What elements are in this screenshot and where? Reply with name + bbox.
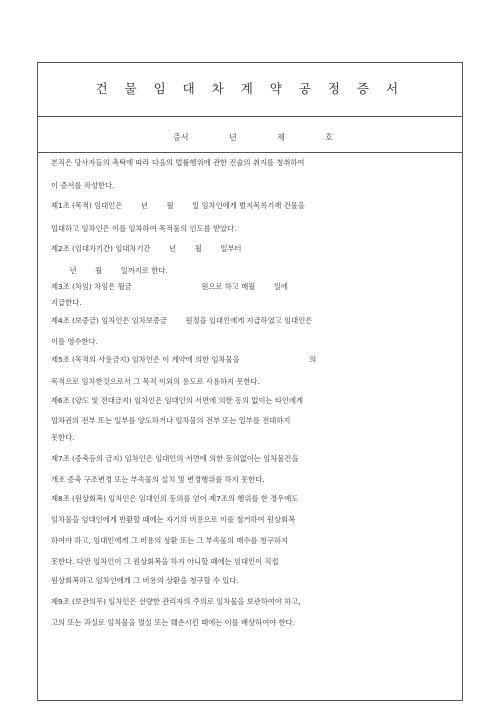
- body-line: 제8조 (원상회복) 임차인은 임대인의 동의를 얻어 제7조의 행위를 한 경우에도: [51, 494, 299, 503]
- certificate-ho: 호: [325, 133, 333, 142]
- body-line: 원상회복하고 임차인에게 그 비용의 상환을 청구할 수 있다.: [51, 576, 239, 585]
- title-divider: [37, 116, 463, 117]
- body-line: 이를 영수한다.: [51, 337, 98, 346]
- body-line: 고의 또는 과실로 임차물을 멸실 또는 훼손시킨 때에는 이를 배상하여야 한다.: [51, 618, 296, 627]
- body-line: 못한다.: [51, 433, 75, 442]
- body-line: 하여야 하고, 임대인에게 그 비용의 상환 또는 그 부속물의 매수를 청구하지: [51, 536, 288, 545]
- body-line: 임차권의 전부 또는 일부를 양도하거나 임차물의 전부 또는 일부를 전대하지: [51, 416, 291, 425]
- certificate-year: 년: [229, 133, 237, 142]
- body-line: 지급한다.: [51, 298, 82, 307]
- body-line: 제5조 (목적의 사용금지) 임차인은 이 계약에 의한 임차물을 의: [51, 355, 317, 364]
- body-line: 제2조 (임대차기간) 임대차기간 년 월 일부터: [51, 244, 242, 253]
- certificate-divider: [37, 152, 463, 153]
- body-line: 년 월 일까지로 한다.: [51, 266, 168, 275]
- body-line: 제6조 (양도 및 전대금지) 임차인은 임대인의 서면에 의한 동의 없이는 타인에게: [51, 396, 304, 405]
- body-line: 제9조 (보관의무) 임차인은 선량한 관리자의 주의로 임차물을 보관하여야 하고,: [51, 597, 301, 606]
- body-line: 목적으로 임차한것으로서 그 목적 이외의 용도로 사용하지 못한다.: [51, 377, 260, 386]
- body-line: 개조 증축 구조변경 또는 부속물의 설치 및 변경행위를 하지 못한다.: [51, 475, 265, 484]
- body-line: 임대하고 임차인은 이를 임차하여 목적물의 인도를 받았다.: [51, 224, 237, 233]
- body-line: 제7조 (증축등의 금지) 임차인은 임대인의 서면에 의한 동의없이는 임차물건을: [51, 454, 299, 463]
- body-line: 제4조 (보증금) 임차인은 임차보증금 원정을 임대인에게 지급하였고 임대인은: [51, 316, 313, 325]
- certificate-number: 제: [277, 133, 285, 142]
- certificate-label: 증서: [173, 133, 189, 142]
- body-line: 제1조 (목적) 임대인은 년 월 일 임차인에게 별지목록기재 건물을: [51, 201, 305, 210]
- body-line: 못한다. 다만 임차인이 그 원상회복을 하지 아니할 때에는 임대인이 직접: [51, 557, 279, 566]
- body-line: 임차물을 임대인에게 반환할 때에는 자기의 비용으로 이를 철거하여 원상회복: [51, 515, 296, 524]
- body-line: 본직은 당사자들의 촉탁에 따라 다음의 법률행위에 관한 진술의 취지를 청취하여: [51, 158, 305, 167]
- document-title: 건 물 임 대 차 계 약 공 정 증 서: [95, 81, 405, 96]
- body-line: 이 증서를 작성한다.: [51, 181, 115, 190]
- body-line: 제3조 (차임) 차임은 월금 원으로 하고 매월 일에: [51, 282, 288, 291]
